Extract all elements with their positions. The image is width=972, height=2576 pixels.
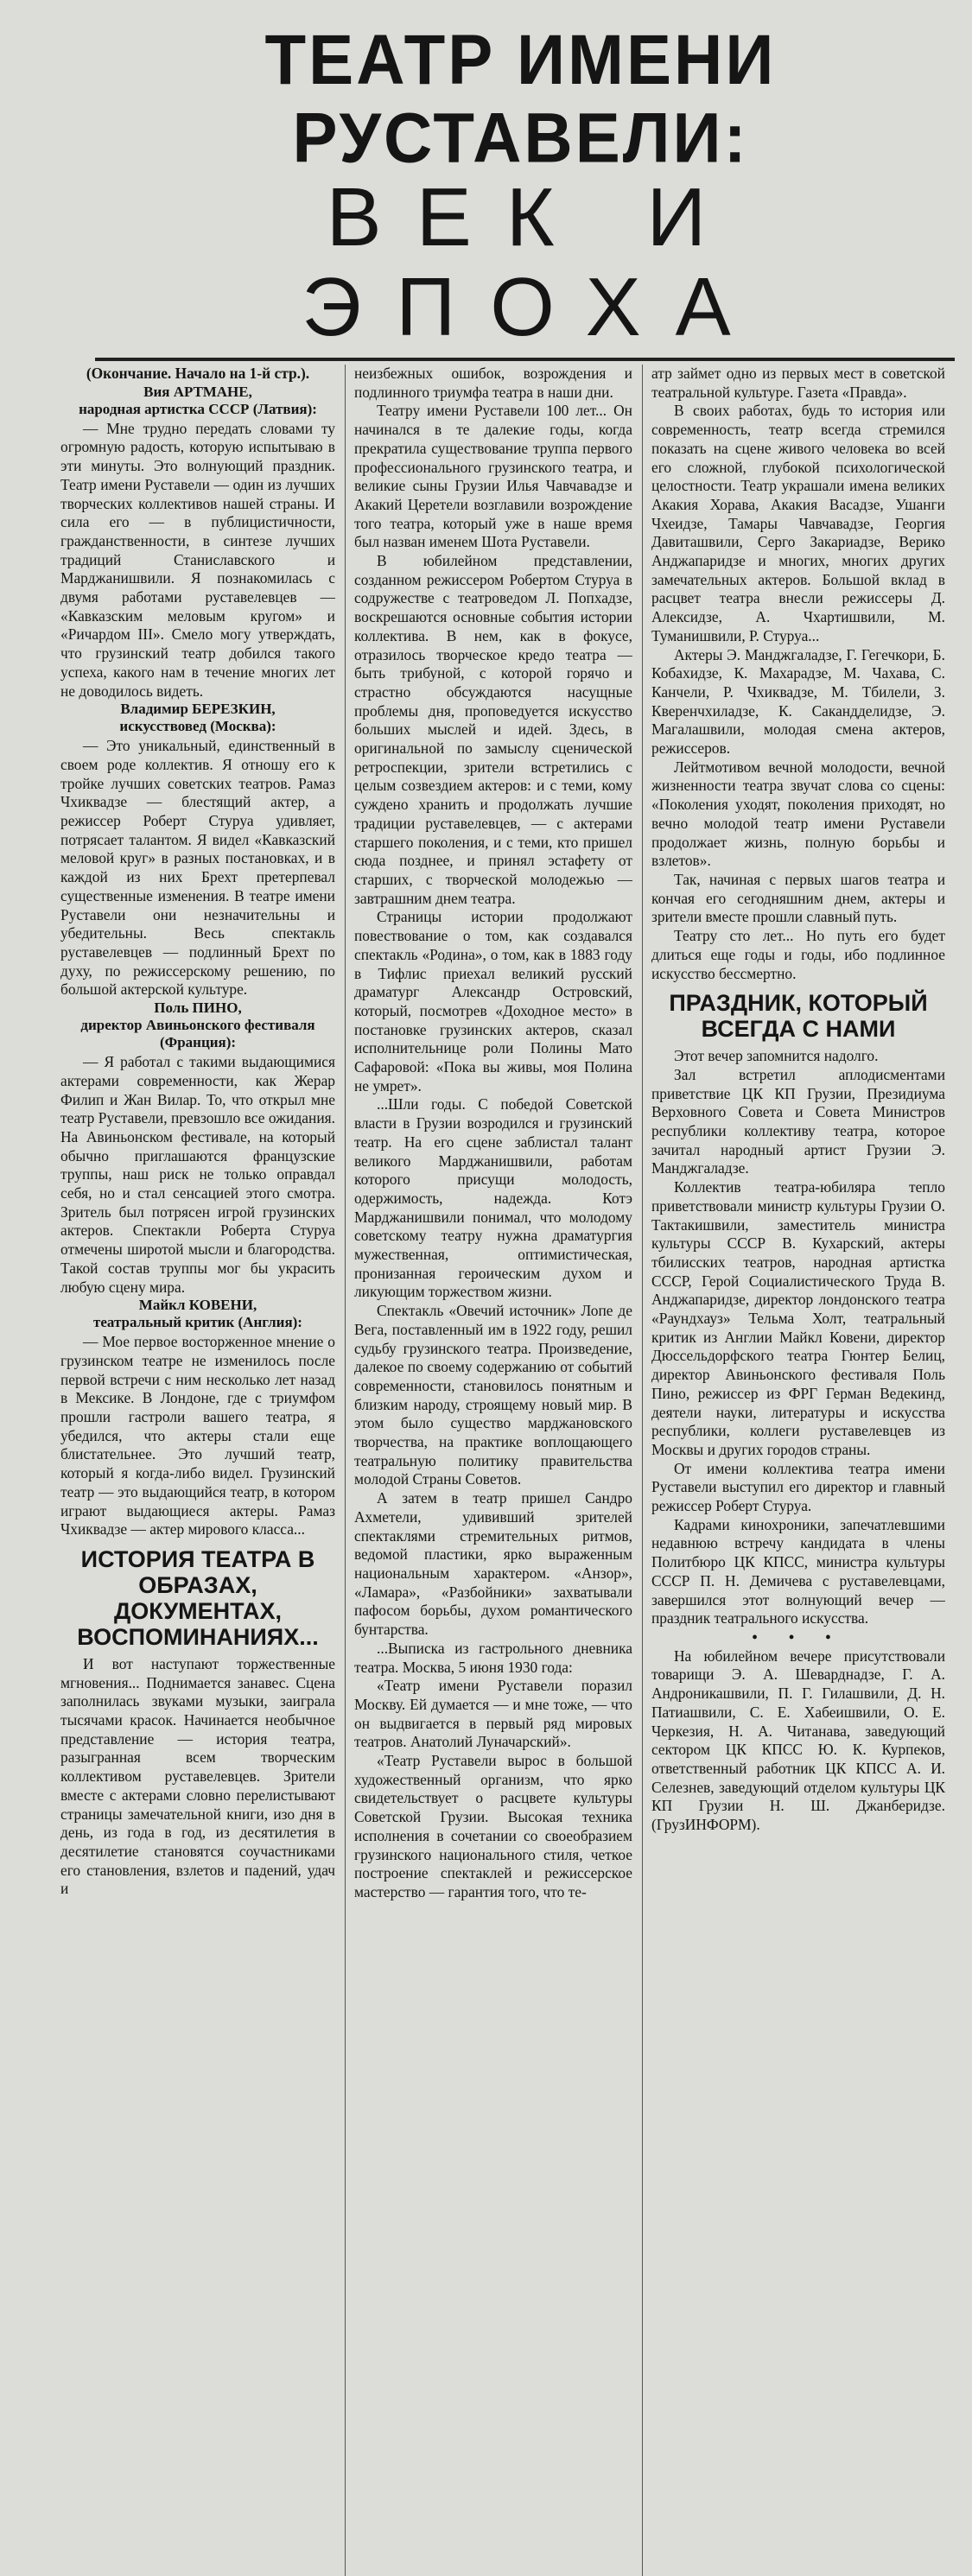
- col3-paragraph-10: От имени коллектива театра имени Руставели выступил его директор и главный режиссер Роберт Стуруа.: [651, 1459, 945, 1515]
- col2-paragraph-1: неизбежных ошибок, возрождения и подлинного триумфа театра в наши дни.: [354, 365, 632, 401]
- berezkin-name: Владимир БЕРЕЗКИН,: [120, 701, 276, 718]
- col3-paragraph-9: Коллектив театра-юбиляра тепло приветствовали министр культуры Грузии О. Тактакишвили, заместитель министра культуры СССР В. Кухарский, актеры тбилисских театров, народная артистка СССР, Герой Социалистического Труда В. Анджапаридзе, директор лондонского театра «Раундхауз» Тельма Холт, театральный критик из Англии Майкл Ковени, директор Дюссельдорфского театра Гюнтер Белиц, директор Авиньонского фестиваля Поль Пино, режиссер из ФРГ Герман Ведекинд, деятели науки, литературы и искусства республики, коллеги руставелевцев из Москвы и других городов страны.: [651, 1178, 945, 1458]
- column-1: [60, 365, 335, 1899]
- col3-paragraph-8: Зал встретил аплодисментами приветствие ЦК КП Грузии, Президиума Верховного Совета и Совета Министров республики коллективу театра, которое зачитал народный артист Грузии Э. Манджгаладзе.: [651, 1065, 945, 1177]
- col3-paragraph-4: Лейтмотивом вечной молодости, вечной жизненности театра звучат слова со сцены: «Поколения уходят, поколения приходят, но вечно молодой театр имени Руставели продолжает жизнь, полную борьбы и взлетов».: [651, 758, 945, 870]
- headline-title: ТЕАТР ИМЕНИ РУСТАВЕЛИ:: [264, 19, 777, 178]
- pino-quote: — Я работал с такими выдающимися актерами современности, как Жерар Филип и Жан Вилар. То, что открыл мне театр Руставели, превзошло все ожидания. На Авиньонском фестивале, на который обычно приглашаются французские труппы, наш риск не только оправдал себя, но и стал сенсацией этого смотра. Зритель был потрясен игрой грузинских актеров. Спектакли Роберта Стуруа отмечены широтой мысли и благородства. Такой состав труппы мог бы украсить любую сцену мира.: [60, 1053, 335, 1296]
- col3-paragraph-6: Театру сто лет... Но путь его будет длиться еще годы и годы, ибо подлинное искусство бессмертно.: [651, 927, 945, 982]
- header-rule: [95, 358, 955, 361]
- col2-paragraph-9: «Театр имени Руставели поразил Москву. Ей думается — и мне тоже, — что он выдвигается в первый ряд мировых театров. Анатолий Луначарский».: [354, 1677, 632, 1751]
- column-divider-2: [642, 365, 643, 2576]
- berezkin-quote: — Это уникальный, единственный в своем роде коллектив. Я отношу его к тройке лучших советских театров. Рамаз Чхиквадзе — блестящий актер, а режиссер Роберт Стуруа удивляет, потрясает талантом. Я видел «Кавказский меловой круг» в разных постановках, и в каждой из них Брехт претерпевал существенные изменения. В театре имени Руставели они незначительны и убедительны. Весь спектакль руставелевцев — подлинный Брехт по духу, по режиссерскому решению, по большой актерской культуре.: [60, 737, 335, 999]
- coveney-name: Майкл КОВЕНИ,: [138, 1297, 257, 1314]
- col3-paragraph-5: Так, начиная с первых шагов театра и кончая его сегодняшним днем, актеры и зрители вместе прошли славный путь.: [651, 870, 945, 926]
- col3-paragraph-12: На юбилейном вечере присутствовали товарищи Э. А. Шеварднадзе, Г. А. Андроникашвили, П. Г. Гилашвили, Д. Н. Патиашвили, С. Е. Хабеишвили, О. Е. Черкезия, Н. А. Читанава, заведующий сектором ЦК КПСС Ю. К. Курпеков, ответственный работник ЦК КПСС А. И. Селезнев, заведующий отделом культуры ЦК КП Грузии Н. Ш. Джанберидзе. (ГрузИНФОРМ).: [651, 1646, 945, 1834]
- pino-name: Поль ПИНО,: [154, 999, 242, 1017]
- coveney-quote: — Мое первое восторженное мнение о грузинском театре не изменилось после первой встречи с ним несколько лет назад в Мексике. В Лондоне, где с триумфом прошли гастроли вашего театра, я убедился, что актеры стали еще блистательнее. Это лучший театр, который я когда-либо видел. Грузинский театр — это выдающийся театр, в котором играют выдающиеся актеры. Рамаз Чхиквадзе — актер мирового класса...: [60, 1333, 335, 1539]
- col2-paragraph-6: Спектакль «Овечий источник» Лопе де Вега, поставленный им в 1922 году, решил судьбу грузинского театра. Произведение, далекое по своему содержанию от событий современности, становилось понятным и близким народу, строящему новый мир. В этом было существо марджановского творчества, на практике воплощающего театральную политику правительства молодой Страны Советов.: [354, 1302, 632, 1488]
- col3-paragraph-11: Кадрами кинохроники, запечатлевшими недавнюю встречу кандидата в члены Политбюро ЦК КПСС, министра культуры СССР П. Н. Демичева с руставелевцами, завершился этот волнующий вечер — праздник театрального искусства.: [651, 1515, 945, 1627]
- col2-paragraph-5: ...Шли годы. С победой Советской власти в Грузии возродился и грузинский театр. На его сцене заблистал талант великого Марджанишвили, работам которого присущи молодость, одержимость, надежда. Котэ Марджанишвили понимал, что молодому советскому театру нужна драматургия мужественная, оптимистическая, пронизанная героическим духом и ликующим торжеством жизни.: [354, 1095, 632, 1301]
- pino-title: директор Авиньонского фестиваля (Франция):: [80, 1017, 315, 1051]
- artmane-quote: — Мне трудно передать словами ту огромную радость, которую испытываю в эти минуты. Это волнующий праздник. Театр имени Руставели — один из лучших творческих коллективов нашей страны. И сила его — в публицистичности, гражданственности, в синтезе лучших традиций Станиславского и Марджанишвили. Я познакомилась с двумя работами руставелевцев — «Кавказским меловым кругом» и «Ричардом III». Смело могу утверждать, что грузинский театр добился такого успеха, какого нам в течение многих лет не доводилось видеть.: [60, 419, 335, 700]
- col2-paragraph-8: ...Выписка из гастрольного дневника театра. Москва, 5 июня 1930 года:: [354, 1639, 632, 1676]
- history-paragraph: И вот наступают торжественные мгновения... Поднимается занавес. Сцена заполнилась звуками музыки, заиграла тысячами красок. Начинается необычное представление — история театра, разыгранная всем творческим коллективом руставелевцев. Зрители вместе с актерами словно перелистывают страницы замечательной книги, изо дня в день, из года в год, из десятилетия в десятилетие становятся соучастниками его становления, взлетов и падений, удач и: [60, 1654, 335, 1898]
- section-separator-dots: • • •: [752, 1628, 845, 1646]
- col3-paragraph-7: Этот вечер запомнится надолго.: [674, 1047, 879, 1065]
- artmane-title: народная артистка СССР (Латвия):: [79, 400, 317, 417]
- holiday-subheading: ПРАЗДНИК, КОТОРЫЙ ВСЕГДА С НАМИ: [669, 990, 928, 1043]
- coveney-title: театральный критик (Англия):: [93, 1314, 302, 1331]
- col3-paragraph-2: В своих работах, будь то история или современность, театр всегда стремился показать на сцене живого человека во всей его сложной, глубокой психологической целостности. Театр украшали имена великих Акакия Хорава, Акакия Васадзе, Ушанги Чхеидзе, Тамары Чавчавадзе, Георгия Давиташвили, Серго Закариадзе, Верико Анджапаридзе и многих, многих других замечательных актеров. Большой вклад в расцвет театра внесли режиссеры Д. Алексидзе, А. Чхартишвили, М. Туманишвили, Р. Стуруа...: [651, 402, 945, 644]
- col3-paragraph-3: Актеры Э. Манджгаладзе, Г. Гегечкори, Б. Кобахидзе, К. Махарадзе, М. Чахава, С. Канчели, Р. Чхиквадзе, М. Тбилели, З. Кверенчхиладзе, К. Сакандделидзе, Э. Магалашвили, молодая смена актеров, режиссеров.: [651, 645, 945, 758]
- continuation-note: (Окончание. Начало на 1-й стр.).: [86, 365, 310, 382]
- article-columns: [60, 365, 955, 2576]
- col3-paragraph-1: атр займет одно из первых мест в советской театральной культуре. Газета «Правда».: [651, 365, 945, 401]
- column-2: [354, 365, 632, 1902]
- col2-paragraph-4: Страницы истории продолжают повествование о том, как создавался спектакль «Родина», о том, как в 1883 году в Тифлис приехал великий русский драматург Александр Островский, который, посмотрев «Доходное место» в постановке грузинских актеров, сказал исполнительнице роли Полины Мато Сафаровой: «Пока вы живы, моя Полина не умрет».: [354, 908, 632, 1094]
- headline-subtitle: ВЕК И ЭПОХА: [302, 171, 766, 353]
- col2-paragraph-10: «Театр Руставели вырос в большой художественный организм, что ярко свидетельствует о расцвете культуры Советской Грузии. Высокая техника исполнения в сочетании со своеобразием грузинского национального стиля, четкое построение спектаклей и режиссерское мастерство — гарантия того, что те-: [354, 1752, 632, 1900]
- column-divider-1: [345, 365, 346, 2576]
- col2-paragraph-7: А затем в театр пришел Сандро Ахметели, удививший зрителей спектаклями стремительных ритмов, ведомой пластики, ярко выраженным национальным характером. «Анзор», «Ламара», «Разбойники» захватывали пафосом борьбы, духом романтического бунтарства.: [354, 1489, 632, 1639]
- history-subheading: ИСТОРИЯ ТЕАТРА В ОБРАЗАХ, ДОКУМЕНТАХ, ВОСПОМИНАНИЯХ...: [77, 1545, 319, 1650]
- column-3: [651, 365, 945, 1835]
- col2-paragraph-2: Театру имени Руставели 100 лет... Он начинался в те далекие годы, когда прекратила существование труппа первого профессионального грузинского театра, и великие сыны Грузии Илья Чавчавадзе и Акакий Церетели возглавили возрождение того театра, который уже в наше время был назван именем Шота Руставели.: [354, 402, 632, 551]
- col2-paragraph-3: В юбилейном представлении, созданном режиссером Робертом Стуруа в содружестве с театроведом Л. Попхадзе, воскрешаются основные события истории коллектива. В нем, как в фокусе, отразилось творческое кредо театра — быть трибуной, с которой горячо и страстно обсуждаются насущные проблемы дня, проповедуется искусство больших мыслей и идей. Здесь, в оригинальной по замыслу сценической ретроспекции, зрители встретились с целым созвездием актеров: и с теми, кому суждено хранить и продолжать лучшие традиции руставелевцев, — с актерами старшего поколения, и с теми, кто пришел сюда позднее, и принял эстафету от старших, с творческой молодежью — завтрашним днем театра.: [354, 552, 632, 907]
- artmane-name: Вия АРТМАНЕ,: [143, 383, 252, 400]
- berezkin-title: искусствовед (Москва):: [119, 718, 276, 735]
